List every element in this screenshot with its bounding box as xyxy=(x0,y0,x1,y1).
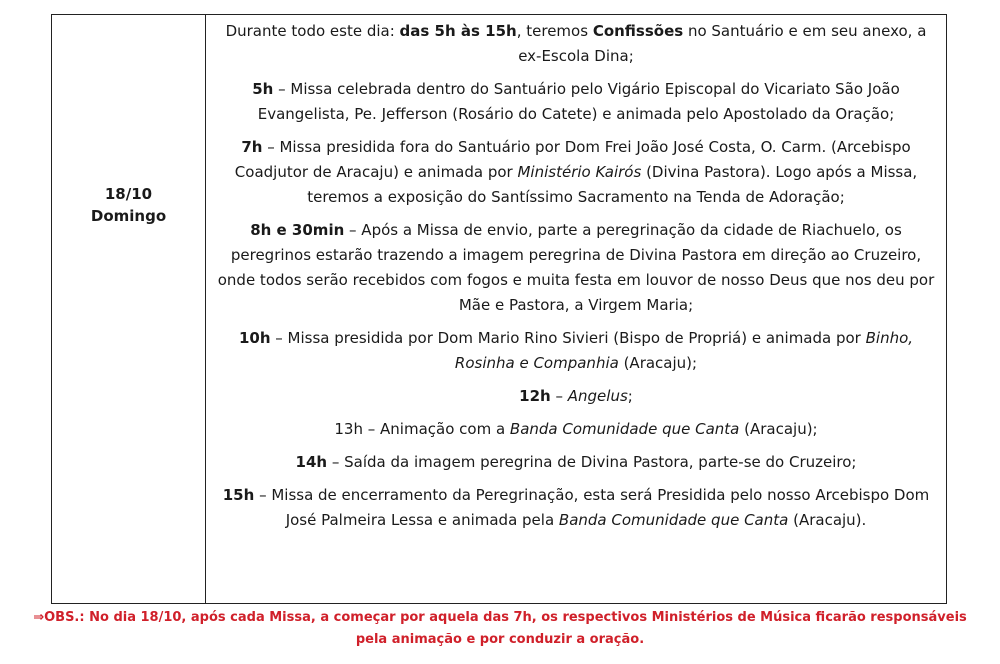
obs-text: No dia 18/10, após cada Missa, a começar por aquela das 7h, os respectivos Ministérios de Música ficarão responsáveis pela animação e por conduzir a oração. xyxy=(84,610,967,647)
event-5h: 5h – Missa celebrada dentro do Santuário pelo Vigário Episcopal do Vicariato São João Evangelista, Pe. Jefferson (Rosário do Catete) e animada pelo Apostolado da Oração; xyxy=(252,80,900,123)
events-cell xyxy=(206,15,946,603)
obs-note xyxy=(30,607,970,651)
event-time: 13h xyxy=(334,420,363,438)
event-confessions: Durante todo este dia: das 5h às 15h, teremos Confissões no Santuário e em seu anexo, a ex-Escola Dina; xyxy=(225,22,927,65)
event-time: 12h xyxy=(519,387,551,405)
weekday-label: Domingo xyxy=(90,207,167,225)
event-7h: 7h – Missa presidida fora do Santuário por Dom Frei João José Costa, O. Carm. (Arcebispo Coadjutor de Aracaju) e animada por Ministério Kairós (Divina Pastora). Logo após a Missa, teremos a exposição do Santíssimo Sacramento na Tenda de Adoração; xyxy=(234,138,918,206)
schedule-table xyxy=(51,14,947,604)
event-13h: 13h – Animação com a Banda Comunidade que Canta (Aracaju); xyxy=(334,420,818,438)
event-time: 7h xyxy=(241,138,263,156)
obs-prefix: ⇒OBS.: xyxy=(33,610,85,625)
event-10h: 10h – Missa presidida por Dom Mario Rino Sivieri (Bispo de Propriá) e animada por Binho, Rosinha e Companhia (Aracaju); xyxy=(238,329,914,372)
event-12h: 12h – Angelus; xyxy=(519,387,633,405)
event-15h: 15h – Missa de encerramento da Peregrinação, esta será Presidida pelo nosso Arcebispo Dom José Palmeira Lessa e animada pela Banda Comunidade que Canta (Aracaju). xyxy=(222,486,930,529)
date-label: 18/10 xyxy=(104,185,153,203)
date-cell xyxy=(52,15,206,603)
event-8h30: 8h e 30min – Após a Missa de envio, parte a peregrinação da cidade de Riachuelo, os peregrinos estarão trazendo a imagem peregrina de Divina Pastora em direção ao Cruzeiro, onde todos serão recebidos com fogos e muita festa em louvor de nosso Deus que nos deu por Mãe e Pastora, a Virgem Maria; xyxy=(217,221,935,314)
event-time: 14h xyxy=(295,453,328,471)
event-time: 8h e 30min xyxy=(250,221,345,239)
event-14h: 14h – Saída da imagem peregrina de Divina Pastora, parte-se do Cruzeiro; xyxy=(295,453,857,471)
event-time: 10h xyxy=(238,329,271,347)
event-time: 15h xyxy=(222,486,255,504)
event-time: 5h xyxy=(252,80,274,98)
